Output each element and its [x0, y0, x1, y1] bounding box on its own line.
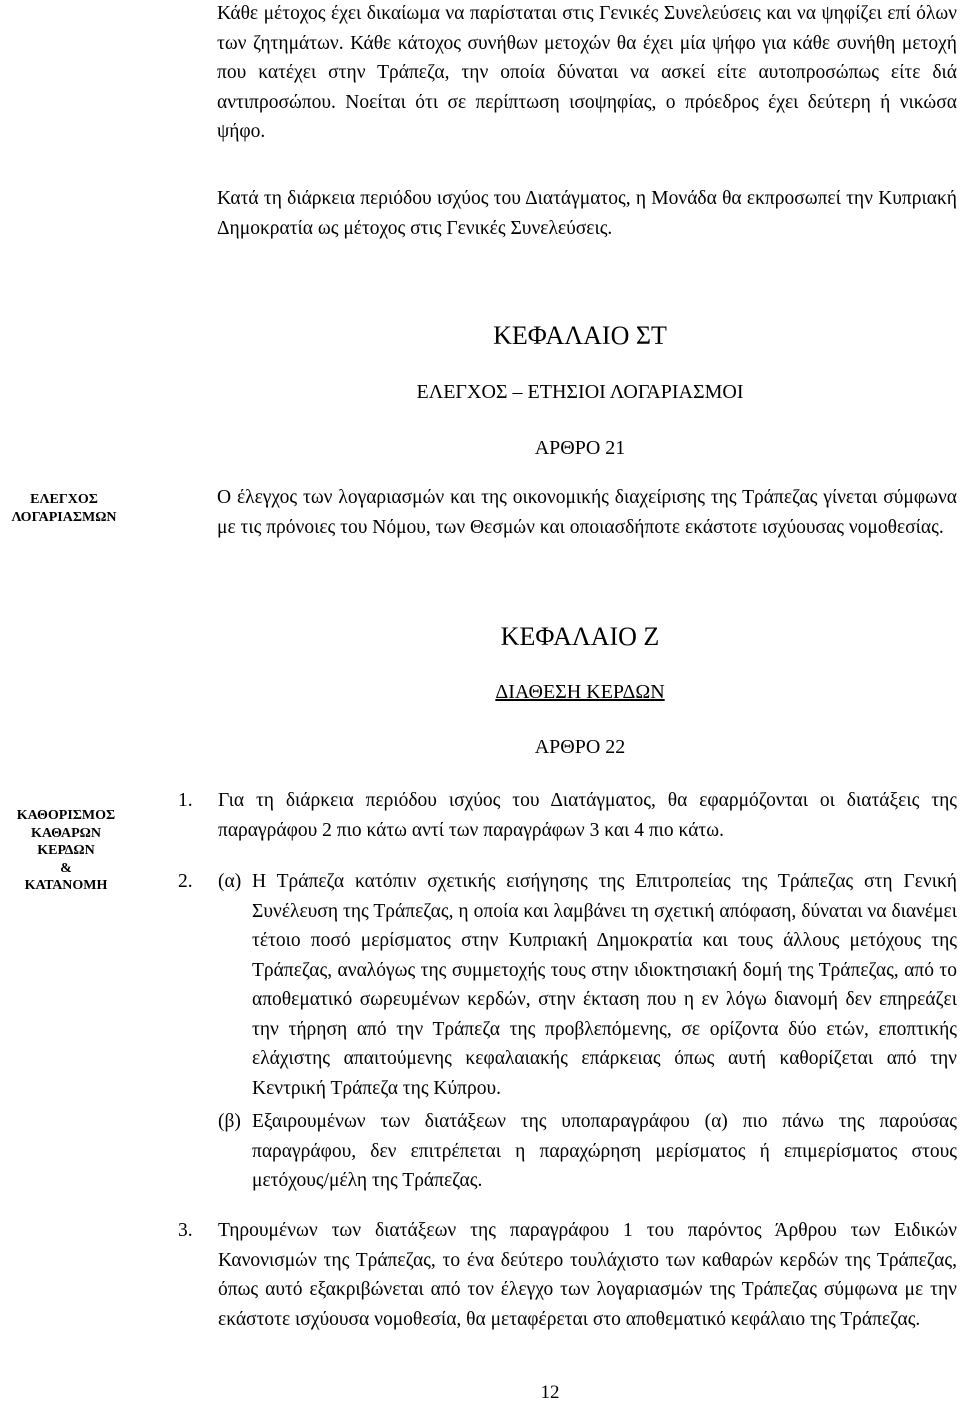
chapter-z-title: ΔΙΑΘΕΣΗ ΚΕΡΔΩΝ — [495, 681, 665, 703]
margin-note-line: ΚΕΡΔΩΝ — [37, 843, 95, 858]
article-22-item-2b — [218, 1107, 957, 1196]
article-22-heading: ΑΡΘΡΟ 22 — [534, 736, 626, 758]
article-21-heading: ΑΡΘΡΟ 21 — [534, 437, 626, 459]
intro-paragraph-2: Κατά τη διάρκεια περιόδου ισχύος του Διατάγματος, η Μονάδα θα εκπροσωπεί την Κυπριακή Δημοκρατία ως μέτοχος στις Γενικές Συνελεύσεις. — [217, 188, 957, 239]
margin-note-line: ΛΟΓΑΡΙΑΣΜΩΝ — [11, 509, 117, 525]
chapter-st-title: ΕΛΕΓΧΟΣ – ΕΤΗΣΙΟΙ ΛΟΓΑΡΙΑΣΜΟΙ — [416, 381, 744, 403]
subitem-text: Η Τράπεζα κατόπιν σχετικής εισήγησης της Επιτροπείας της Τράπεζας στη Γενική Συνέλευση της Τράπεζας, η οποία και λαμβάνει τη σχετική απόφαση, δύναται να διανέμει τέτοιο ποσό μερίσματος στην Κυπριακή Δημοκρατία και τους άλλους μετόχους της Τράπεζας, αναλόγως της συμμετοχής τους στην ιδιοκτησιακή δομή της Τράπεζας, από το αποθεματικό σωρευμένων κερδών, στην έκταση που η εν λόγω διανομή δεν επηρεάζει την τήρηση από την Τράπεζα της προβλεπόμενης, σε ορίζοντα δύο ετών, εποπτικής ελάχιστης απαιτούμενης κεφαλαιακής επάρκειας όπως αυτή καθορίζεται από την Κεντρική Τράπεζα της Κύπρου. — [252, 871, 957, 1099]
subitem-text: Εξαιρουμένων των διατάξεων της υποπαραγράφου (α) πιο πάνω της παρούσας παραγράφου, δεν επιτρέπεται η παραχώρηση μερίσματος ή επιμερίσματος στους μετόχους/μέλη της Τράπεζας. — [252, 1111, 957, 1191]
margin-note-profits — [0, 807, 132, 895]
page-number: 12 — [540, 1382, 560, 1403]
margin-note-audit — [0, 491, 128, 526]
article-22-item-3 — [178, 1216, 957, 1334]
item-text: Για τη διάρκεια περιόδου ισχύος του Διατάγματος, θα εφαρμόζονται οι διατάξεις της παραγράφου 2 πιο κάτω αντί των παραγράφων 3 και 4 πιο κάτω. — [218, 790, 957, 841]
margin-note-line: & — [60, 860, 72, 876]
item-number: 3. — [178, 1220, 193, 1241]
chapter-st-heading: ΚΕΦΑΛΑΙΟ ΣΤ — [493, 321, 667, 350]
article-21-text: Ο έλεγχος των λογαριασμών και της οικονομικής διαχείρισης της Τράπεζας γίνεται σύμφωνα με τις πρόνοιες του Νόμου, των Θεσμών και οποιασδήποτε εκάστοτε ισχύουσας νομοθεσίας. — [217, 487, 957, 538]
margin-note-line: ΕΛΕΓΧΟΣ — [30, 492, 98, 507]
margin-note-line: ΚΑΘΟΡΙΣΜΟΣ — [16, 808, 116, 823]
subitem-label: (β) — [218, 1111, 241, 1132]
intro-paragraph-1: Κάθε μέτοχος έχει δικαίωμα να παρίσταται στις Γενικές Συνελεύσεις και να ψηφίζει επί όλων των ζητημάτων. Κάθε κάτοχος συνήθων μετοχών θα έχει μία ψήφο για κάθε συνήθη μετοχή που κατέχει στην Τράπεζα, την οποία δύναται να ασκεί είτε αυτοπροσώπως είτε διά αντιπροσώπου. Νοείται ότι σε περίπτωση ισοψηφίας, ο πρόεδρος έχει δεύτερη ή νικώσα ψήφο. — [217, 3, 957, 142]
article-22-item-2a — [218, 867, 957, 1103]
item-number: 1. — [178, 790, 193, 811]
item-number: 2. — [178, 871, 193, 892]
margin-note-line: ΚΑΘΑΡΩΝ — [30, 825, 102, 841]
chapter-z-heading: ΚΕΦΑΛΑΙΟ Ζ — [500, 622, 660, 651]
item-text: Τηρουμένων των διατάξεων της παραγράφου 1 του παρόντος Άρθρου των Ειδικών Κανονισμών της Τράπεζας, το ένα δεύτερο τουλάχιστο των καθαρών κερδών της Τράπεζας, όπως αυτό εξακριβώνεται από τον έλεγχο των λογαριασμών της Τράπεζας σύμφωνα με την εκάστοτε ισχύουσα νομοθεσία, θα μεταφέρεται στο αποθεματικό κεφάλαιο της Τράπεζας. — [218, 1220, 957, 1330]
subitem-label: (α) — [218, 871, 242, 892]
article-22-item-1 — [178, 786, 957, 845]
margin-note-line: ΚΑΤΑΝΟΜΗ — [24, 878, 108, 893]
